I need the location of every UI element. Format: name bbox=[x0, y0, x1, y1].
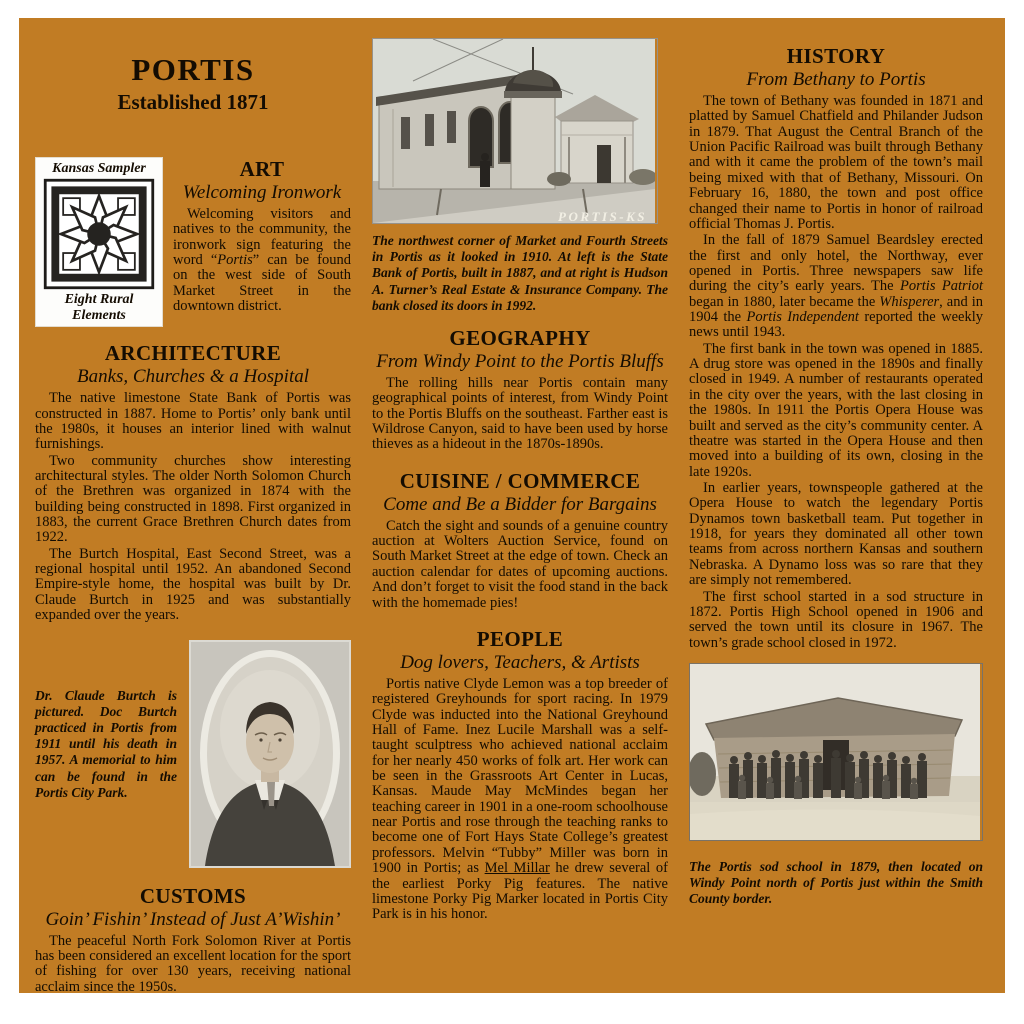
burtch-photo-caption: Dr. Claude Burtch is pictured. Doc Burtch practiced in Portis from 1911 until his death in 1957. A memorial to him can be found in the Portis City Park. bbox=[35, 687, 177, 800]
history-header: HISTORY bbox=[786, 44, 886, 68]
bank-photo-caption: The northwest corner of Market and Fourth Streets in Portis as it looked in 1910. At left is the State Bank of Portis, built in 1887, and at right is Hudson A. Turner’s Real Estate & Insurance Company. The bank closed its doors in 1992. bbox=[372, 233, 668, 313]
art-body: Welcoming visitors and natives to the community, the ironwork sign featuring the word “Portis” can be found on the west side of South Market Street in the downtown district. bbox=[173, 206, 351, 315]
sod-school-photo bbox=[689, 663, 983, 841]
section-people bbox=[372, 627, 668, 923]
left-column bbox=[35, 18, 351, 993]
section-architecture bbox=[35, 341, 351, 623]
sod-school-illustration bbox=[690, 664, 980, 840]
people-body: Portis native Clyde Lemon was a top breeder of registered Greyhounds for sport racing. In 1979 Clyde was inducted into the National Greyhound Hall of Fame. Inez Lucile Marshall was a self-taught sculptress who achieved national acclaim for her nearly 450 works of folk art. Her work can be seen in the Grassroots Art Center in Lucas, Kansas. Maude May McMindes began her teaching career in 1901 in a one-room schoolhouse near Portis and rose through the teaching ranks to become one of Fort Hays State College’s greatest professors. Melvin “Tubby” Miller was born in 1900 in Portis; as Mel Millar he drew several of the earliest Porky Pig features. The native limestone Porky Pig Marker located in Portis City Park is in his honor. bbox=[372, 675, 668, 923]
architecture-paragraph: The Burtch Hospital, East Second Street, was a regional hospital until 1952. An abandoned Second Empire-style home, the hospital was built by Dr. Claude Burtch in 1925 and was substantially expanded over the years. bbox=[35, 545, 351, 624]
cuisine-subhead: Come and Be a Bidder for Bargains bbox=[383, 493, 657, 515]
architecture-paragraph: Two community churches show interesting architectural styles. The older North Solomon Church of the Brethren was organized in 1874 with the building being constructed in 1898. First organized in 1883, the current Grace Brethren Church dates from 1922. bbox=[35, 452, 351, 546]
burtch-portrait-photo bbox=[189, 640, 351, 868]
art-row bbox=[35, 157, 351, 327]
brochure-page bbox=[19, 18, 1005, 993]
section-art bbox=[173, 157, 351, 315]
history-paragraph: The first bank in the town was opened in 1885. A drug store was opened in the 1890s and finally closed in 1949. A number of restaurants operated in the city over the years, with the last closing in the 1980s. In 1911 the Portis Opera House was built and served as the city’s community center. A theatre was started in the Opera House and then moved into a building of its own, closing in the late 1920s. bbox=[689, 340, 983, 480]
cuisine-body: Catch the sight and sounds of a genuine country auction at Wolters Auction Service, found on South Market Street at the edge of town. Check an auction calendar for dates of upcoming auctions. And don’t forget to visit the food stand in the back with the homemade pies! bbox=[372, 517, 668, 611]
masthead bbox=[35, 52, 351, 115]
section-geography bbox=[372, 326, 668, 453]
bank-photo bbox=[372, 38, 658, 224]
history-subhead: From Bethany to Portis bbox=[746, 69, 926, 90]
history-paragraph: The town of Bethany was founded in 1871 and platted by Samuel Chatfield and Philander Judson in 1879. That August the Central Branch of the Union Pacific Railroad was built through Bethany and with it came the problem of the town’s mail being mixed with that of Bethany, Missouri. On February 16, 1880, the town and post office changed their name to Portis in honor of railroad official Thomas J. Portis. bbox=[689, 93, 983, 232]
architecture-paragraph: The native limestone State Bank of Portis was constructed in 1887. Home to Portis’ only bank until the 1980s, it houses an interior lined with walnut furnishings. bbox=[35, 390, 351, 453]
history-paragraph: In the fall of 1879 Samuel Beardsley erected the first and only hotel, the Northway, ever opened in Portis. Three newspapers saw life during the city’s early years. The Portis Patriot began in 1880, later became the Whisperer, and in 1904 the Portis Independent reported the weekly news until 1943. bbox=[689, 232, 983, 341]
customs-body: The peaceful North Fork Solomon River at Portis has been considered an excellent location for the sport of fishing for over 130 years, receiving national acclaim since the 1950s. bbox=[35, 932, 351, 993]
portrait-illustration bbox=[191, 642, 349, 866]
architecture-header: ARCHITECTURE bbox=[104, 341, 282, 366]
people-subhead: Dog lovers, Teachers, & Artists bbox=[400, 651, 640, 673]
kansas-sampler-logo bbox=[35, 157, 163, 327]
architecture-subhead: Banks, Churches & a Hospital bbox=[76, 366, 310, 388]
section-history bbox=[689, 44, 983, 651]
art-header: ART bbox=[239, 157, 285, 181]
sod-photo-caption: The Portis sod school in 1879, then located on Windy Point north of Portis just within the Smith County border. bbox=[689, 858, 983, 907]
logo-bottom-label: Eight Rural Elements bbox=[64, 292, 134, 323]
art-subhead: Welcoming Ironwork bbox=[182, 182, 342, 203]
section-customs bbox=[35, 884, 351, 993]
customs-header: CUSTOMS bbox=[139, 883, 247, 908]
geography-subhead: From Windy Point to the Portis Bluffs bbox=[376, 350, 664, 372]
cuisine-header: CUISINE / COMMERCE bbox=[399, 468, 641, 493]
page-title: PORTIS bbox=[131, 52, 255, 87]
geography-body: The rolling hills near Portis contain many geographical points of interest, from Windy Point to the Portis Bluffs on the southeast. Farther east is Wildrose Canyon, said to have been used by horse thieves as a hideout in the 1870s-1890s. bbox=[372, 374, 668, 453]
history-paragraph: In earlier years, townspeople gathered at the Opera House to watch the legendary Portis Dynamos town basketball team. Put together in 1918, for years they dominated all other town teams from across northern Kansas and southern Nebraska. A Dynamo loss was so rare that they are simply not remembered. bbox=[689, 479, 983, 589]
section-cuisine-commerce bbox=[372, 469, 668, 611]
right-column bbox=[689, 18, 983, 993]
burtch-figure bbox=[35, 640, 351, 868]
geography-header: GEOGRAPHY bbox=[449, 325, 591, 350]
bank-photo-illustration bbox=[373, 39, 655, 223]
logo-top-label: Kansas Sampler bbox=[52, 161, 146, 176]
people-header: PEOPLE bbox=[476, 626, 564, 651]
middle-column bbox=[372, 18, 668, 993]
quilt-star-icon bbox=[43, 178, 155, 290]
customs-subhead: Goin’ Fishin’ Instead of Just A’Wishin’ bbox=[45, 908, 341, 930]
history-paragraph: The first school started in a sod structure in 1872. Portis High School opened in 1906 and served the town until its closure in 1967. The town’s grade school closed in 1972. bbox=[689, 588, 983, 651]
established-subtitle: Established 1871 bbox=[117, 90, 269, 114]
